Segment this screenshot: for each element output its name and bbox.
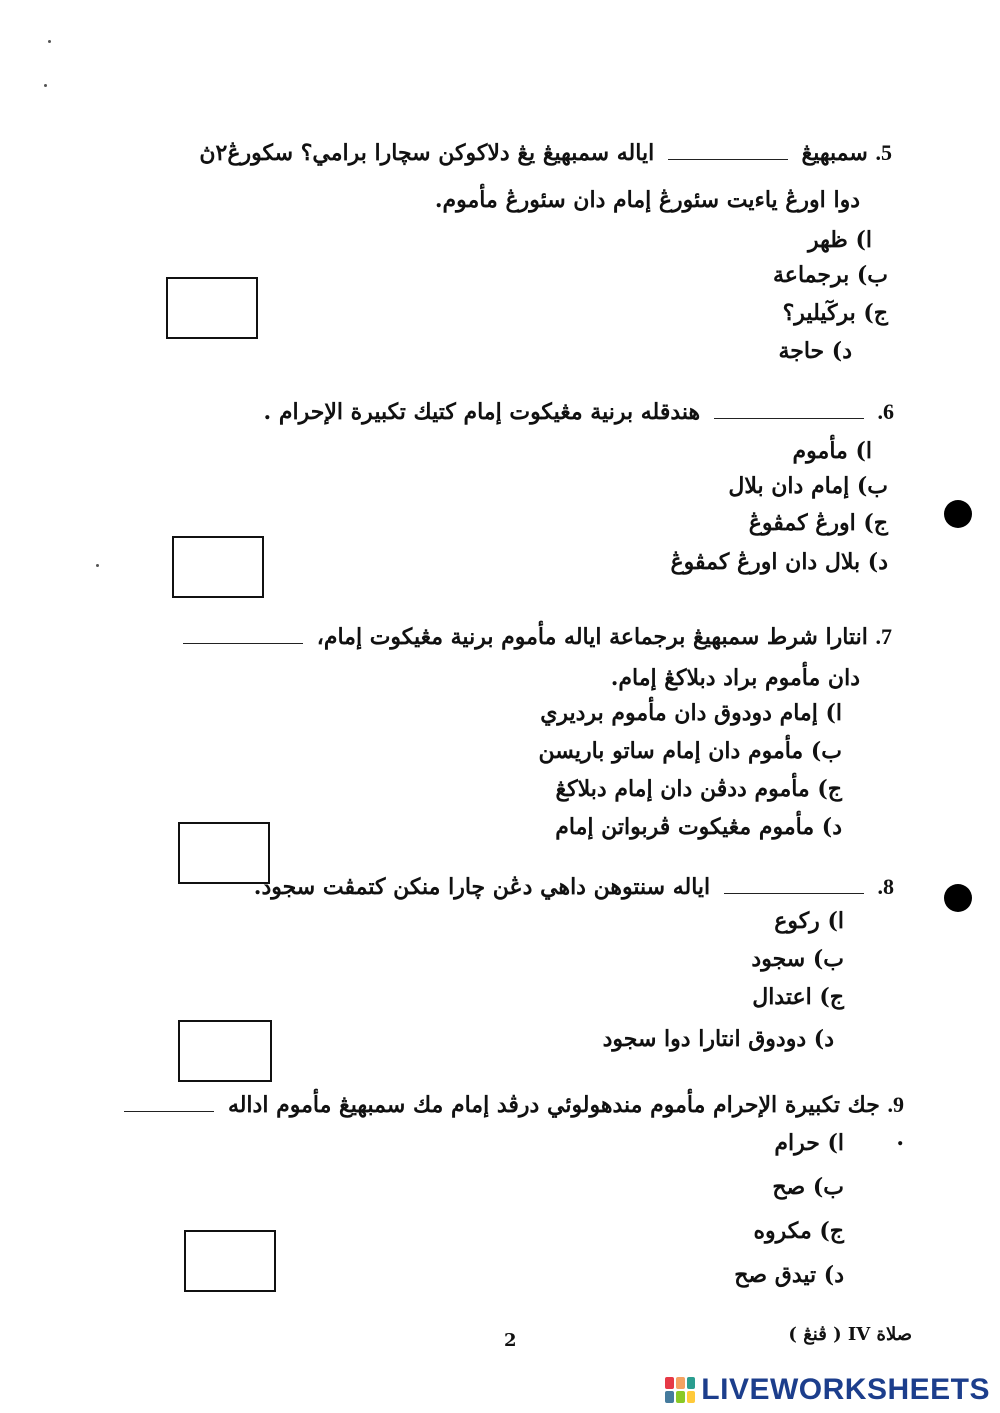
page-number: 2 — [504, 1330, 517, 1351]
question-5-option-c: ج) بركٓيلير؟ — [782, 300, 888, 326]
question-8-option-b: ب) سجود — [751, 946, 844, 972]
question-6-option-d: د) بلال دان اورڠ كمڤوڠ — [670, 549, 888, 575]
question-7-line-1 — [92, 620, 892, 654]
question-text: دوا اورڠ ياءيت سئورڠ إمام دان سئورڠ مأموم. — [434, 187, 860, 213]
liveworksheets-logo — [665, 1373, 990, 1407]
question-6-option-a: ا) مأموم — [792, 438, 872, 464]
question-7-option-a: ا) إمام دودوق دان مأموم برديري — [540, 700, 842, 726]
question-text: اياله سنتوهن داهي دڠن چارا منكن كتمڤت سجود. — [253, 874, 711, 900]
question-9-option-d: د) تيدق صح — [734, 1262, 844, 1288]
question-text: سمبهيڠ — [801, 140, 868, 166]
question-text: جك تكبيرة الإحرام مأموم مندهولوئي درڤد إمام مك سمبهيڠ مأموم اداله — [227, 1092, 880, 1118]
scan-speck — [44, 84, 47, 87]
question-5-option-b: ب) برجماعة — [773, 262, 888, 288]
subject-label: صلاة IV ( ڤنڠ ) — [788, 1324, 912, 1345]
question-9-option-a: ا) حرام — [774, 1130, 844, 1156]
question-text: اياله سمبهيڠ يڠ دلاكوكن سچارا برامي؟ سكورڠ٢ڽ — [199, 140, 655, 166]
question-text: انتارا شرط سمبهيڠ برجماعة اياله مأموم برنية مڠيكوت إمام، — [316, 624, 868, 650]
question-7-option-c: ج) مأموم ددڤن دان إمام دبلاكڠ — [555, 776, 842, 802]
question-5-option-d: د) حاجة — [778, 338, 852, 364]
answer-box-5[interactable] — [166, 277, 258, 339]
question-8-option-d: د) دودوق انتارا دوا سجود — [602, 1026, 834, 1052]
answer-blank[interactable] — [724, 892, 864, 894]
question-5-line-1 — [132, 136, 892, 170]
scan-speck — [48, 40, 51, 43]
binder-hole-icon — [944, 884, 972, 912]
question-8-option-a: ا) ركوع — [774, 908, 844, 934]
question-7-option-d: د) مأموم مڠيكوت ڤربواتن إمام — [555, 814, 842, 840]
question-9-option-b: ب) صح — [772, 1174, 844, 1200]
answer-box-9[interactable] — [184, 1230, 276, 1292]
question-number: 7. — [875, 624, 892, 649]
question-text: دان مأموم براد دبلاكڠ إمام. — [610, 665, 860, 691]
question-number: 9. — [887, 1092, 904, 1117]
question-7-option-b: ب) مأموم دان إمام ساتو باريسن — [538, 738, 842, 764]
question-number: 5. — [875, 140, 892, 165]
question-8-option-c: ج) اعتدال — [752, 984, 844, 1010]
brand-grid-icon — [665, 1377, 695, 1403]
question-6-option-c: ج) اورڠ كمڤوڠ — [748, 510, 888, 536]
answer-box-8[interactable] — [178, 1020, 272, 1082]
question-6-line-1 — [134, 395, 894, 429]
question-6-option-b: ب) إمام دان بلال — [728, 473, 888, 499]
question-text: هندقله برنية مڠيكوت إمام كتيك تكبيرة الإحرام . — [263, 399, 701, 425]
answer-blank[interactable] — [668, 158, 788, 160]
scan-speck — [96, 564, 99, 567]
question-8-line-1 — [134, 870, 894, 904]
question-5-line-2 — [160, 184, 860, 217]
answer-blank[interactable] — [124, 1110, 214, 1112]
brand-name: LIVEWORKSHEETS — [701, 1373, 990, 1406]
answer-blank[interactable] — [714, 417, 864, 419]
question-number: 6. — [877, 399, 894, 424]
question-number: 8. — [877, 874, 894, 899]
question-9-line-1: 9. جك تكبيرة الإحرام مأموم مندهولوئي درڤد إمام مك سمبهيڠ مأموم اداله . — [104, 1088, 904, 1155]
answer-box-6[interactable] — [172, 536, 264, 598]
question-7-line-2 — [260, 662, 860, 695]
question-9-option-c: ج) مكروه — [753, 1218, 844, 1244]
binder-hole-icon — [944, 500, 972, 528]
answer-blank[interactable] — [183, 642, 303, 644]
question-5-option-a: ا) ظهر — [808, 227, 872, 253]
